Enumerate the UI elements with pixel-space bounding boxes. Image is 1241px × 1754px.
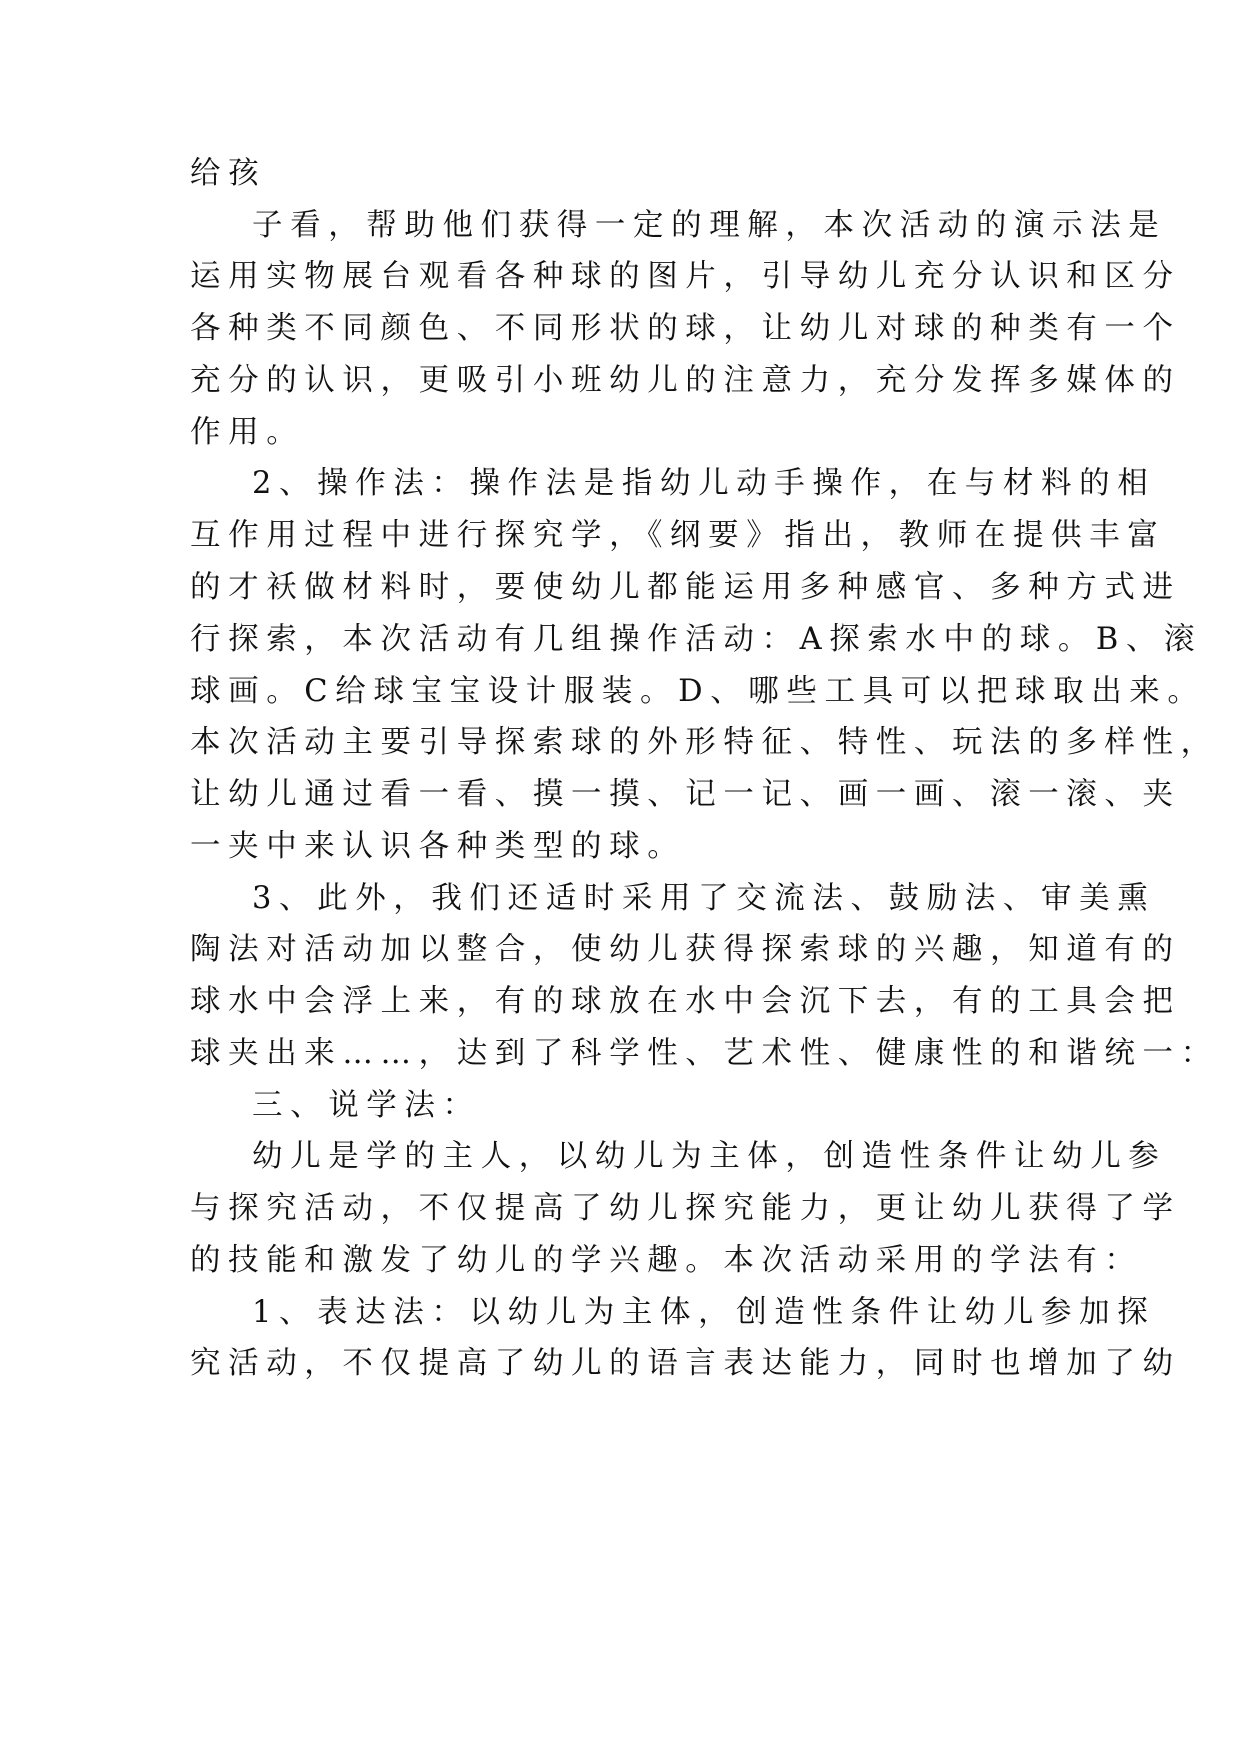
text-line: 陶法对活动加以整合，使幼儿获得探索球的兴趣，知道有的: [190, 932, 1181, 967]
text-line: 的技能和激发了幼儿的学兴趣。本次活动采用的学法有：: [190, 1243, 1143, 1278]
text-line: 一夹中来认识各种类型的球。: [190, 829, 686, 864]
text-line: 运用实物展台观看各种球的图片，引导幼儿充分认识和区分: [190, 259, 1181, 294]
text-line: 1、表达法：以幼儿为主体，创造性条件让幼儿参加探: [252, 1295, 1156, 1330]
text-line: 充分的认识，更吸引小班幼儿的注意力，充分发挥多媒体的: [190, 363, 1181, 398]
text-line: 与探究活动，不仅提高了幼儿探究能力，更让幼儿获得了学: [190, 1191, 1181, 1226]
text-line: 各种类不同颜色、不同形状的球，让幼儿对球的种类有一个: [190, 311, 1181, 346]
text-line: 互作用过程中进行探究学，《纲要》指出，教师在提供丰富: [190, 518, 1166, 553]
text-line: 子看，帮助他们获得一定的理解，本次活动的演示法是: [252, 208, 1167, 243]
text-line: 三、说学法：: [252, 1088, 481, 1123]
text-line: 给孩: [190, 156, 267, 191]
text-line: 幼儿是学的主人，以幼儿为主体，创造性条件让幼儿参: [252, 1139, 1167, 1174]
text-line: 究活动，不仅提高了幼儿的语言表达能力，同时也增加了幼: [190, 1346, 1181, 1381]
text-line: 本次活动主要引导探索球的外形特征、特性、玩法的多样性，: [190, 725, 1219, 760]
text-line: 3、此外，我们还适时采用了交流法、鼓励法、审美熏: [252, 881, 1156, 916]
text-line: 作用。: [190, 415, 305, 450]
text-line: 2、操作法：操作法是指幼儿动手操作，在与材料的相: [252, 466, 1156, 501]
text-line: 让幼儿通过看一看、摸一摸、记一记、画一画、滚一滚、夹: [190, 777, 1181, 812]
text-line: 球水中会浮上来，有的球放在水中会沉下去，有的工具会把: [190, 984, 1181, 1019]
text-line: 球夹出来……，达到了科学性、艺术性、健康性的和谐统一：: [190, 1036, 1219, 1071]
text-line: 的才袄做材料时，要使幼儿都能运用多种感官、多种方式进: [190, 570, 1181, 605]
text-line: 行探索，本次活动有几组操作活动：A探索水中的球。B、滚: [190, 622, 1203, 657]
text-line: 球画。C给球宝宝设计服装。D、哪些工具可以把球取出来。: [190, 674, 1206, 709]
